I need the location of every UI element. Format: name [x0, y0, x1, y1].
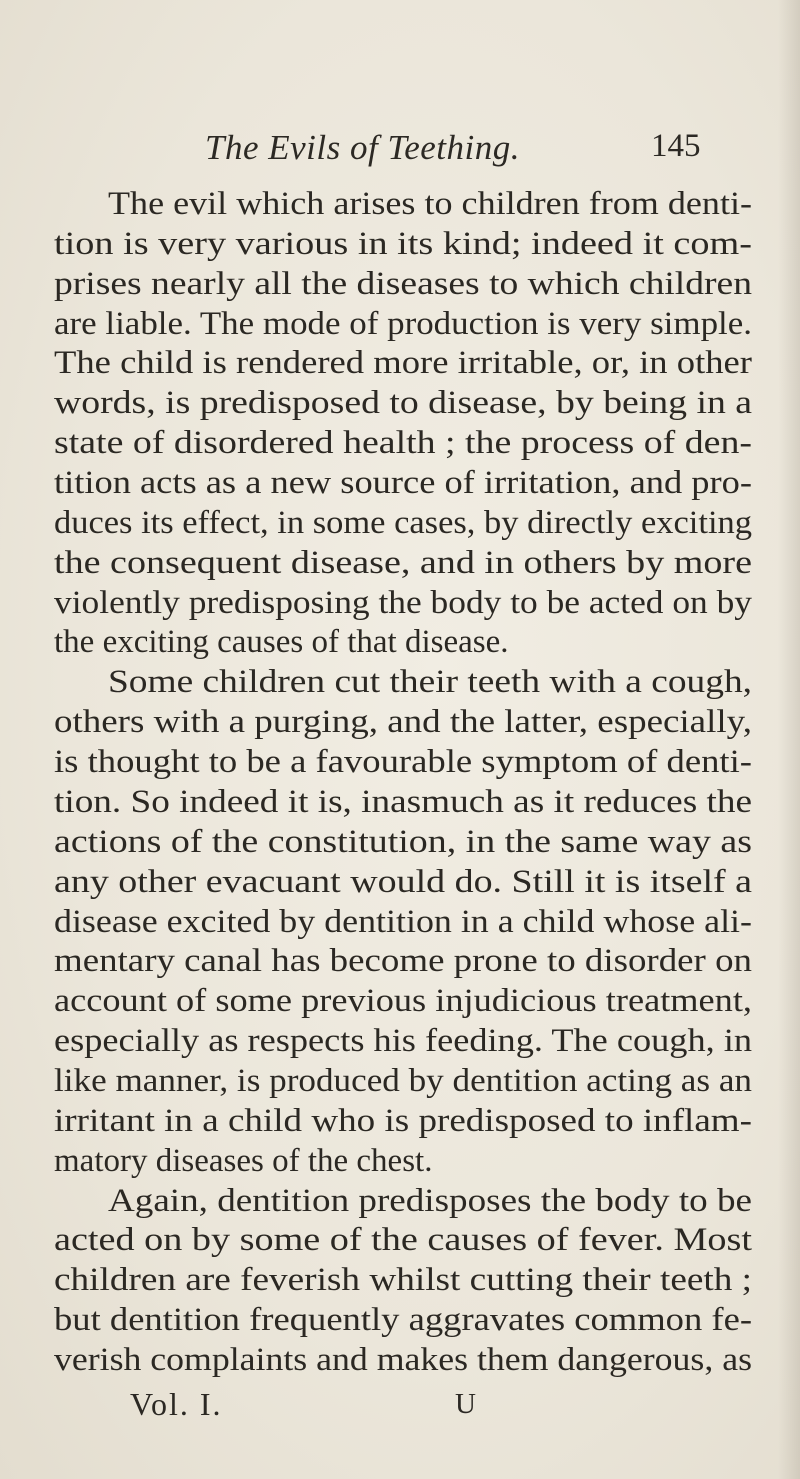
text-line: tion is very various in its kind; indeed it com- — [54, 225, 752, 262]
text-line: The child is rendered more irritable, or, in other — [54, 345, 752, 382]
text-line: account of some previous injudicious treatment, — [54, 983, 753, 1020]
text-line: like manner, is produced by dentition acting as an — [54, 1062, 752, 1099]
text-line: Some children cut their teeth with a cough, — [108, 664, 752, 701]
text-line: children are feverish whilst cutting their teeth ; — [54, 1262, 752, 1299]
text-line: the consequent disease, and in others by more — [54, 544, 752, 581]
text-line: the exciting causes of that disease. — [54, 624, 509, 661]
text-line: The evil which arises to children from denti- — [108, 186, 752, 222]
page-footer — [0, 1386, 800, 1436]
text-line: but dentition frequently aggravates common fe- — [54, 1302, 753, 1339]
text-line: acted on by some of the causes of fever. Most — [54, 1222, 752, 1259]
text-line: prises nearly all the diseases to which children — [54, 265, 752, 302]
text-line: is thought to be a favourable symptom of denti- — [54, 744, 752, 781]
text-line: violently predisposing the body to be acted on by — [54, 584, 753, 621]
page-number: 145 — [651, 128, 701, 164]
signature-letter: U — [455, 1388, 476, 1420]
volume-mark: Vol. I. — [130, 1386, 223, 1422]
text-line: actions of the constitution, in the same way as — [54, 823, 752, 860]
text-line: state of disordered health ; the process of den- — [54, 425, 752, 462]
text-line: any other evacuant would do. Still it is itself a — [54, 863, 752, 900]
text-line: tition acts as a new source of irritation, and pro- — [54, 465, 752, 502]
text-line: mentary canal has become prone to disorder on — [54, 943, 752, 980]
text-line: matory diseases of the chest. — [54, 1142, 433, 1179]
text-line: duces its effect, in some cases, by directly exciting — [54, 504, 752, 541]
text-line: disease excited by dentition in a child whose ali- — [54, 903, 752, 940]
text-line: irritant in a child who is predisposed to inflam- — [54, 1102, 752, 1139]
text-line: are liable. The mode of production is very simple. — [54, 305, 752, 342]
text-line: Again, dentition predisposes the body to be — [108, 1182, 752, 1219]
text-line: words, is predisposed to disease, by being in a — [54, 385, 752, 422]
text-line: others with a purging, and the latter, especially, — [54, 704, 752, 741]
text-line: tion. So indeed it is, inasmuch as it reduces the — [54, 783, 752, 820]
text-line: especially as respects his feeding. The cough, in — [54, 1023, 752, 1060]
text-line: verish complaints and makes them dangerous, as — [54, 1342, 752, 1378]
running-title: The Evils of Teething. — [205, 128, 520, 167]
